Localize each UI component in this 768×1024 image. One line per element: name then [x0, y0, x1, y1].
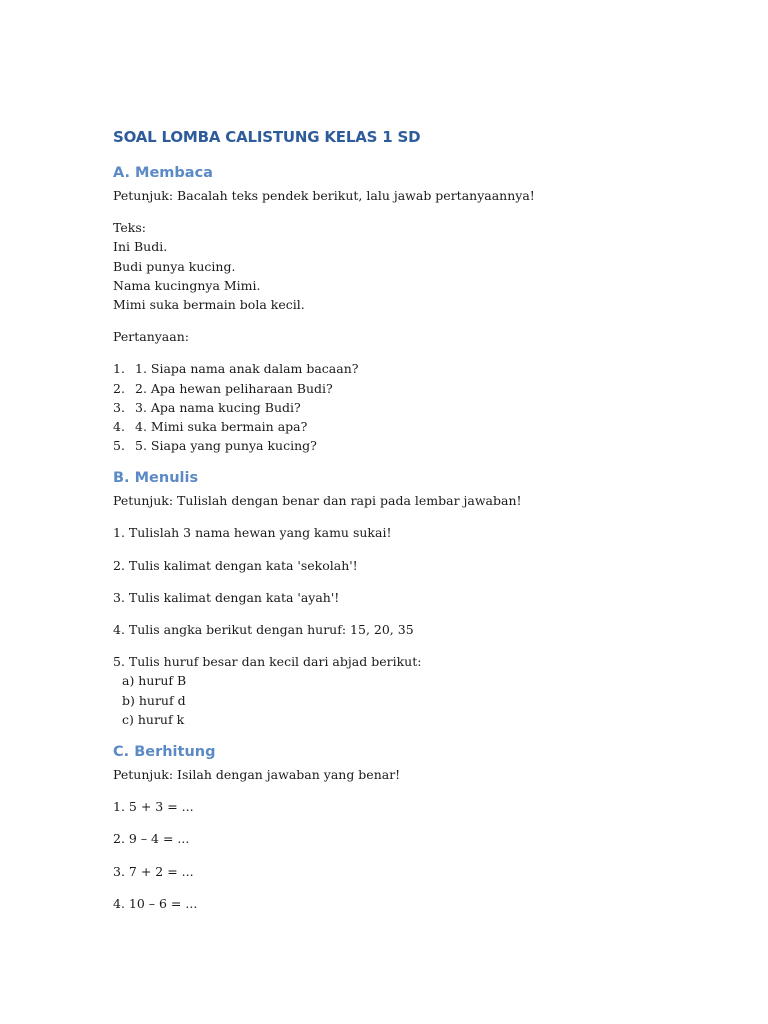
writing-item: 2. Tulis kalimat dengan kata 'sekolah'! [113, 557, 358, 573]
section-a-instruction: Petunjuk: Bacalah teks pendek berikut, lalu jawab pertanyaannya! [113, 188, 535, 203]
question-text: 1. Siapa nama anak dalam bacaan? [135, 361, 359, 377]
document-title: SOAL LOMBA CALISTUNG KELAS 1 SD [113, 128, 421, 146]
section-berhitung [113, 741, 673, 913]
questions-label: Pertanyaan: [113, 329, 189, 345]
text-line: Nama kucingnya Mimi. [113, 277, 261, 293]
section-menulis [113, 467, 673, 729]
math-item: 1. 5 + 3 = ... [113, 799, 194, 815]
writing-item: 4. Tulis angka berikut dengan huruf: 15, 20, 35 [113, 622, 414, 637]
writing-sub-item: c) huruf k [122, 711, 185, 727]
list-item [113, 417, 673, 436]
question-text: 5. Siapa yang punya kucing? [135, 438, 317, 454]
text-line: Budi punya kucing. [113, 258, 236, 274]
math-item: 4. 10 – 6 = ... [113, 895, 198, 911]
document-content [113, 126, 673, 913]
section-c-heading: C. Berhitung [113, 743, 216, 760]
list-number: 3. [113, 399, 125, 415]
text-line: Ini Budi. [113, 239, 168, 255]
text-label: Teks: [113, 220, 146, 236]
writing-sub-item: a) huruf B [122, 673, 187, 689]
writing-sub-item: b) huruf d [122, 692, 186, 708]
writing-item: 3. Tulis kalimat dengan kata 'ayah'! [113, 589, 340, 605]
section-b-instruction: Petunjuk: Tulislah dengan benar dan rapi pada lembar jawaban! [113, 493, 522, 509]
math-item: 2. 9 – 4 = ... [113, 831, 190, 847]
list-item [113, 359, 673, 378]
list-number: 2. [113, 380, 125, 396]
math-item: 3. 7 + 2 = ... [113, 863, 194, 879]
list-item [113, 379, 673, 398]
list-item [113, 436, 673, 455]
question-text: 3. Apa nama kucing Budi? [135, 399, 301, 415]
writing-item: 5. Tulis huruf besar dan kecil dari abjad berikut: [113, 654, 422, 670]
list-item [113, 398, 673, 417]
text-line: Mimi suka bermain bola kecil. [113, 296, 305, 312]
list-number: 4. [113, 418, 125, 434]
question-text: 2. Apa hewan peliharaan Budi? [135, 380, 333, 396]
writing-item: 1. Tulislah 3 nama hewan yang kamu sukai! [113, 525, 392, 541]
section-b-heading: B. Menulis [113, 470, 199, 487]
section-membaca [113, 162, 673, 455]
question-text: 4. Mimi suka bermain apa? [135, 418, 308, 434]
questions-list [113, 359, 673, 455]
section-a-heading: A. Membaca [113, 165, 213, 181]
list-number: 1. [113, 361, 125, 377]
section-c-instruction: Petunjuk: Isilah dengan jawaban yang benar! [113, 766, 401, 782]
list-number: 5. [113, 438, 125, 454]
